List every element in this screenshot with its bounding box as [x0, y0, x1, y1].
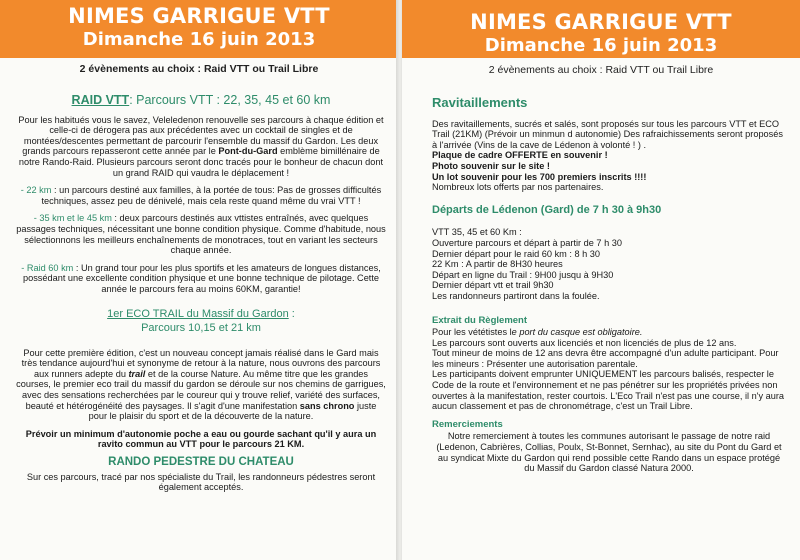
left-content — [0, 95, 398, 493]
reglement-minors: Tout mineur de moins de 12 ans devra être accompagné d'un adulte participant. Pour les mineurs : Présenter une autorisation parentale. — [432, 348, 779, 369]
reglement-helmet: Pour les vététistes le port du casque est obligatoire. — [432, 327, 643, 338]
ravitaillements-heading: Ravitaillements — [432, 95, 528, 110]
reglement-rules: Les participants doivent emprunter UNIQUEMENT les parcours balisés, respecter le Code de la route et l'environnement et ne pas pénétrer sur les propriétés privées non ouvertes à la manifestation, rester courtois. L'Eco Trail n'est pas une course, il n'y aura aucun classement et pas de chronométrage, c'est un Trail Libre. — [432, 369, 785, 412]
remerciements-heading: Remerciements — [432, 418, 503, 430]
remerciements-text: Notre remerciement à toutes les communes autorisant le passage de notre raid (Ledenon, Cabrières, Collias, Poulx, St-Bonnet, Sernhac), au site du Pont du Gard et au syndicat Mixte du Gardon qui rend possible cette Rando dans un espace protégé du Massif du Gardon classé Natura 2000. — [436, 431, 782, 474]
departs-line: Dernier départ pour le raid 60 km : 8 h 30 — [432, 248, 601, 259]
raid-intro: Pour les habitués vous le savez, Veleledenon renouvelle ses parcours à chaque édition et celle-ci de dérogera pas aux précédentes avec un cocktail de singles et de montées/descentes permettant de parcourir l'ensemble du massif du Gardon. Les deux grands parcours repasseront cette année par le Pont-du-Gard emblème bimillénaire de notre Rando-Raid. Plusieurs parcours seront donc tracés pour le bonheur de chacun dont un grand RAID qui vaudra le déplacement ! — [18, 114, 384, 178]
reglement-licence: Les parcours sont ouverts aux licenciés et non licenciés de plus de 12 ans. — [432, 337, 737, 348]
reglement-heading: Extrait du Règlement — [432, 314, 528, 326]
event-date: Dimanche 16 juin 2013 — [484, 35, 718, 56]
offer-photo: Photo souvenir sur le site ! — [432, 160, 550, 171]
eco-autonomy: Prévoir un minimum d'autonomie poche a eau ou gourde sachant qu'il y aura un ravito commun au VTT pour le parcours 21 KM. — [25, 428, 377, 450]
departs-heading: Départs de Lédenon (Gard) de 7 h 30 à 9h30 — [432, 203, 662, 216]
ravitaillements-text: Des ravitaillements, sucrés et salés, sont proposés sur tous les parcours VTT et ECO Trail (21KM) (Prévoir un minmun d autonomie) Des rafraichissements seront proposés à l'arrivée (Vins de la cave de Lédenon à volonté ! ) . — [432, 118, 783, 150]
eco-description: Pour cette première édition, c'est un nouveau concept jamais réalisé dans le Gard mais très tendance aujourd'hui et synonyme de retour à la nature, nous ouvrons des parcours aux runners adepte du trail et de la course Nature. Au même titre que les grandes courses, le premier eco trail du massif du gardon se déroule sur nos chemins de garrigues, avec des sensations recherchées par le coureur qui y trouve relief, variété des surfaces, beauté et hétérogénéité des paysages. Il s'agit d'une manifestation sans chrono juste pour le plaisir du sport et de la découverte de la nature. — [16, 347, 386, 422]
departs-line: Dernier départ vtt et trail 9h30 — [432, 280, 554, 291]
departs-line: Les randonneurs partiront dans la foulée. — [432, 290, 600, 301]
rando-heading: RANDO PEDESTRE DU CHATEAU — [108, 456, 294, 469]
departs-line: 22 Km : A partir de 8H30 heures — [432, 259, 563, 270]
banner-right — [402, 0, 800, 58]
event-subtitle: 2 évènements au choix : Raid VTT ou Trail Libre — [79, 63, 319, 75]
eco-heading: 1er ECO TRAIL du Massif du Gardon : — [107, 307, 295, 320]
departs-line: VTT 35, 45 et 60 Km : — [432, 227, 522, 238]
departs-line: Départ en ligne du Trail : 9H00 jusqu à 9H30 — [432, 269, 614, 280]
raid-parcours: : Parcours VTT : 22, 35, 45 et 60 km — [129, 93, 331, 107]
event-title: NIMES GARRIGUE VTT — [470, 10, 732, 34]
event-title: NIMES GARRIGUE VTT — [68, 4, 330, 28]
offer-partners: Nombreux lots offerts par nos partenaires. — [432, 182, 604, 193]
km60-paragraph: - Raid 60 km : Un grand tour pour les plus sportifs et les amateurs de longues distances, possédant une excellente condition physique et une bonne technique de pilotage. Cette année le parcours fera au moins 60KM, garantie! — [21, 262, 381, 294]
km35-paragraph: - 35 km et le 45 km : deux parcours destinés aux vttistes entraînés, avec quelques passages techniques, nécessitant une bonne condition physique. Comme d'habitude, nous sélectionnons les meilleurs enchaînements de monotraces, tout en variant les secteurs chaque année. — [16, 213, 386, 256]
km22-paragraph: - 22 km : un parcours destiné aux familles, à la portée de tous: Pas de grosses difficultés techniques, assez peu de dénivelé, mais cela reste quand même du vrai VTT ! — [20, 185, 382, 206]
rando-text: Sur ces parcours, tracé par nos spécialiste du Trail, les randonneurs pédestres seront également acceptés. — [26, 471, 376, 493]
departs-list — [432, 227, 786, 301]
eco-parcours: Parcours 10,15 et 21 km — [141, 322, 261, 335]
right-content — [402, 95, 800, 474]
left-page — [0, 0, 398, 560]
raid-heading — [16, 95, 386, 106]
right-page — [402, 0, 800, 560]
departs-line: Ouverture parcours et départ à partir de 7 h 30 — [432, 237, 622, 248]
event-subtitle: 2 évènements au choix : Raid VTT ou Trail Libre — [488, 64, 714, 76]
raid-title: RAID VTT — [71, 93, 130, 107]
offer-lot: Un lot souvenir pour les 700 premiers inscrits !!!! — [432, 171, 647, 182]
offer-plaque: Plaque de cadre OFFERTE en souvenir ! — [432, 150, 608, 161]
banner-left — [0, 0, 398, 58]
event-date: Dimanche 16 juin 2013 — [82, 29, 316, 50]
